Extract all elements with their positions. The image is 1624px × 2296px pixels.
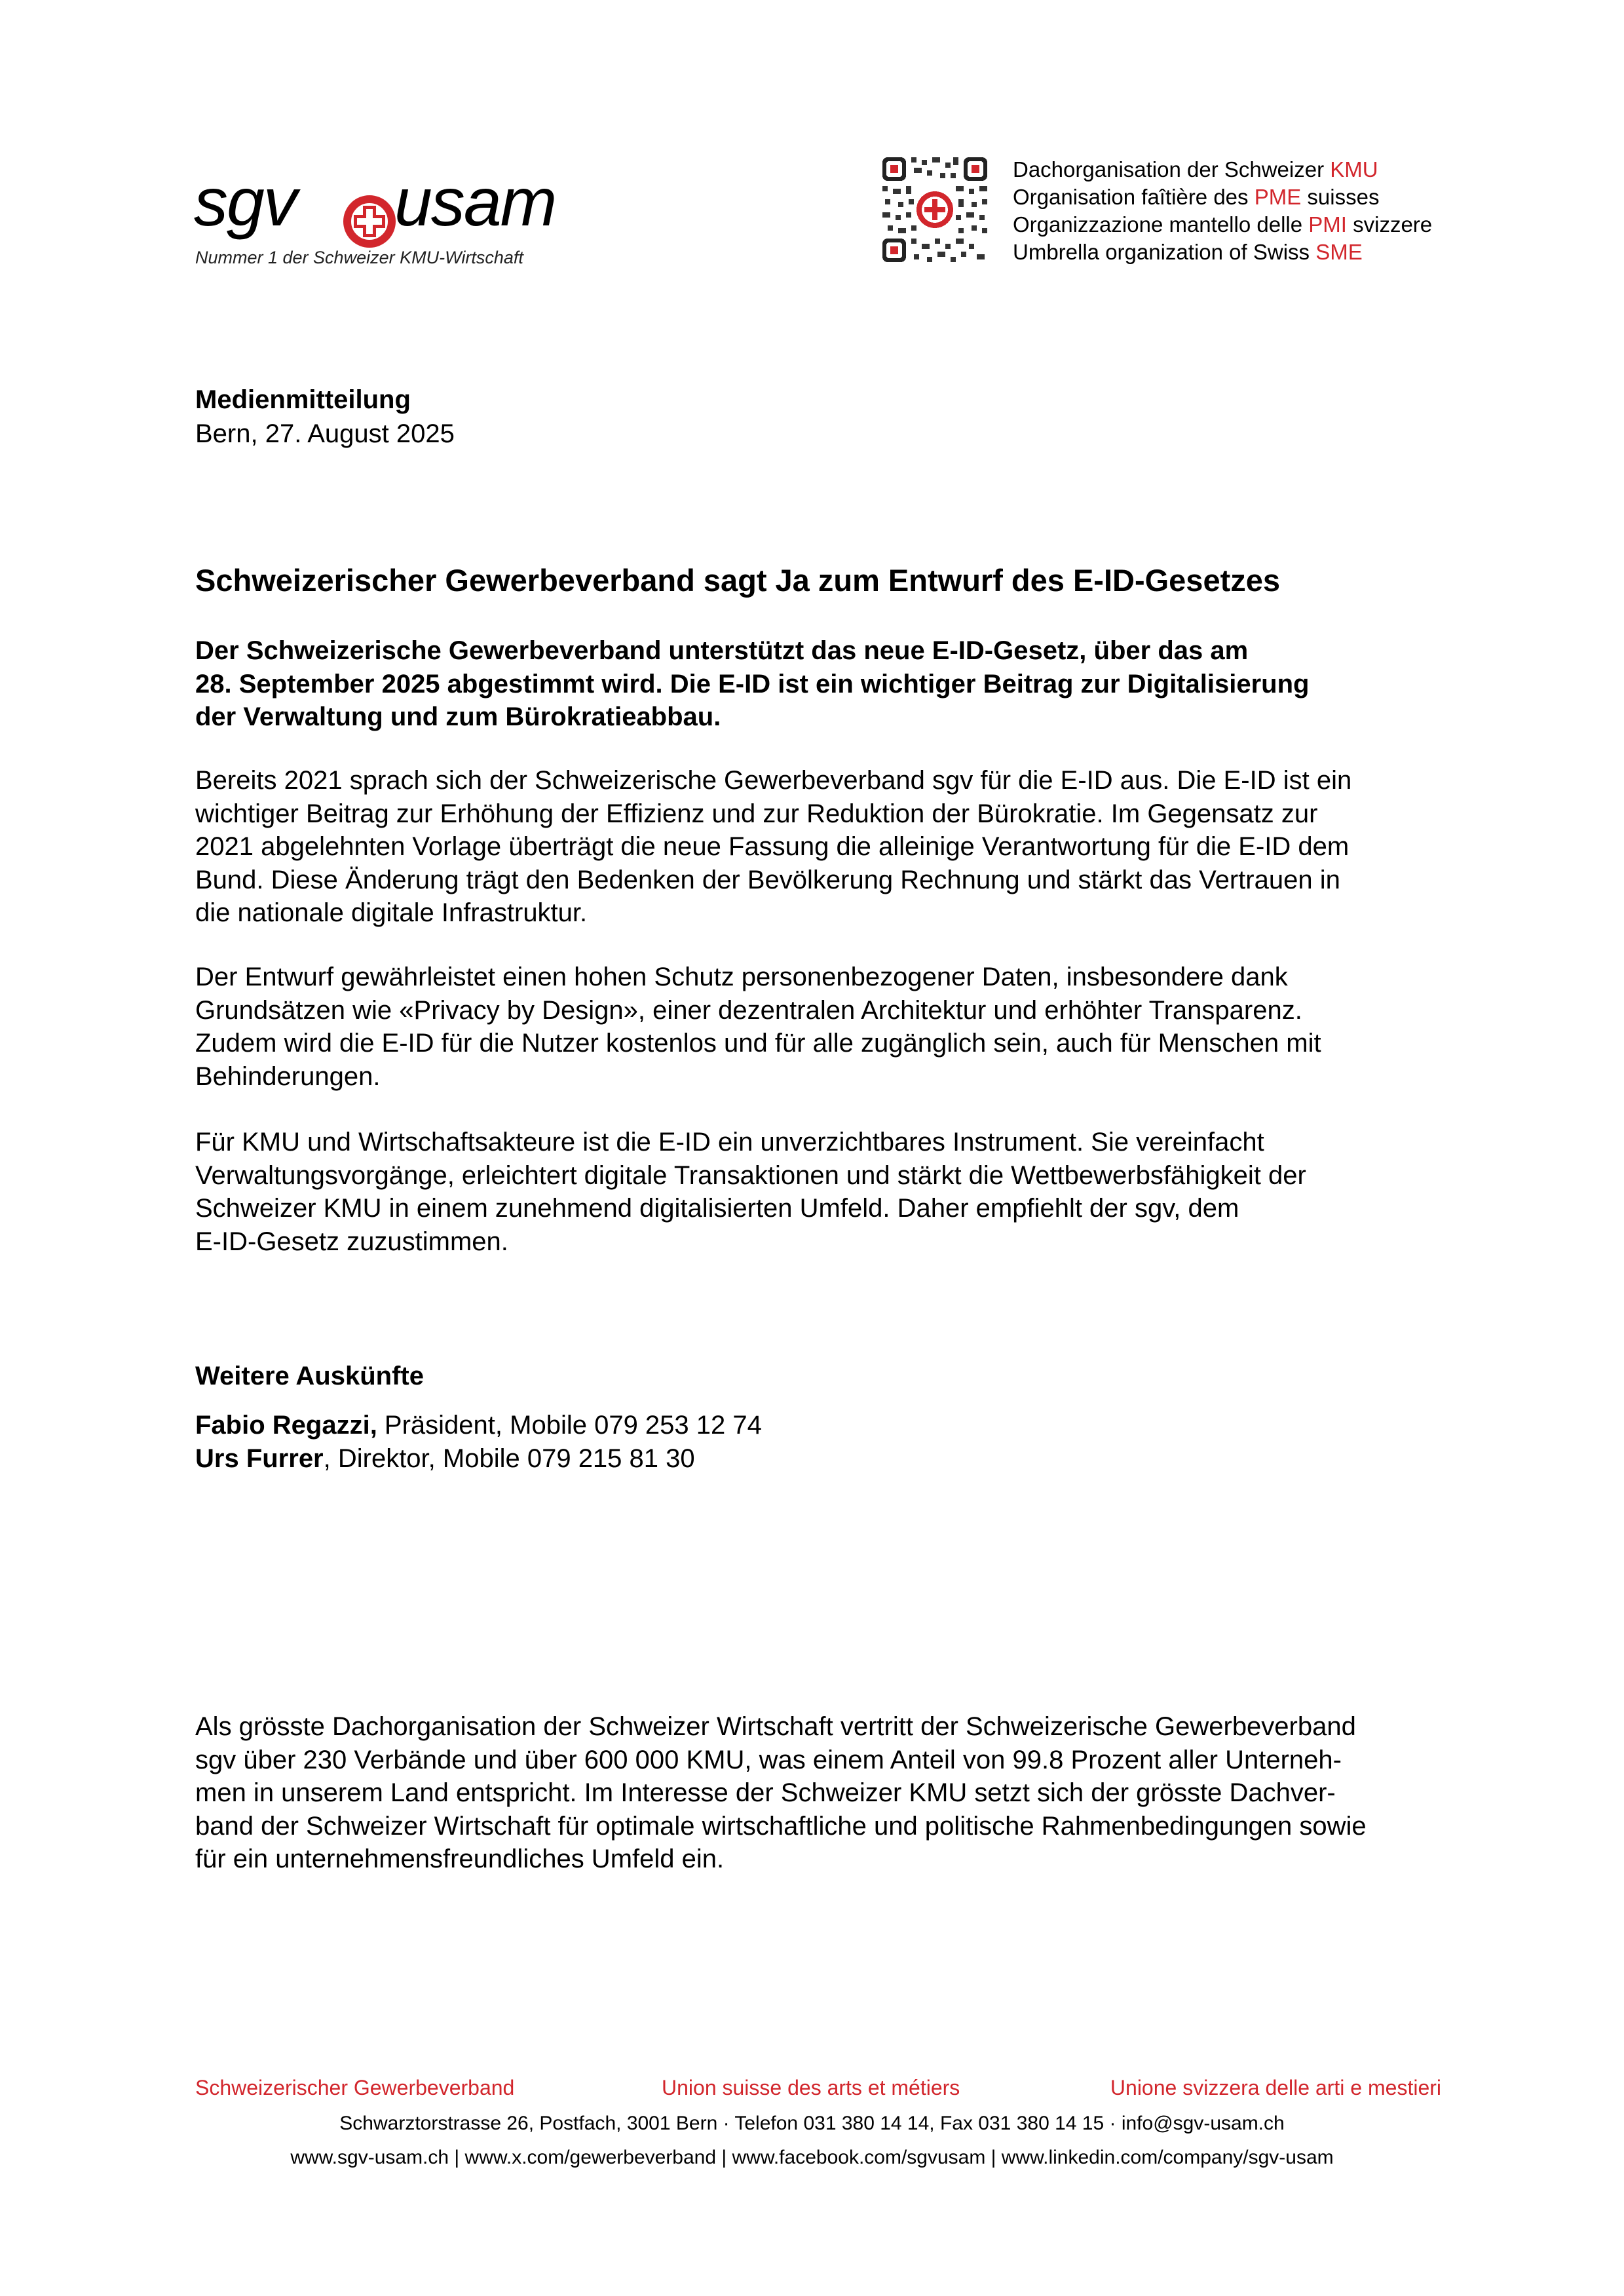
body-paragraph-3: Für KMU und Wirtschaftsakteure ist die E-ID ein unverzichtbares Instrument. Sie vereinfacht Verwaltungsvorgänge, erleichtert digitale Transaktionen und stärkt die Wettbewerbsfähigkeit der Schweizer KMU in einem zunehmend digitalisierten Umfeld. Daher empfiehlt der sgv, dem E-ID-Gesetz zuzustimmen. bbox=[195, 1128, 1306, 1256]
footer-name-de: Schweizerischer Gewerbeverband bbox=[195, 2076, 515, 2099]
page-title: Schweizerischer Gewerbeverband sagt Ja zum Entwurf des E-ID-Gesetzes bbox=[195, 563, 1281, 598]
document-meta bbox=[195, 383, 455, 451]
contact-person: Fabio Regazzi, Präsident, Mobile 079 253 12 74 bbox=[195, 1411, 762, 1440]
organization-lines bbox=[1013, 156, 1432, 266]
qr-code-icon bbox=[882, 157, 987, 262]
footer-address: Schwarztorstrasse 26, Postfach, 3001 Bern · Telefon 031 380 14 14, Fax 031 380 14 15 · info@sgv-usam.ch bbox=[339, 2113, 1285, 2134]
contact-person: Urs Furrer, Direktor, Mobile 079 215 81 30 bbox=[195, 1444, 695, 1473]
lead-paragraph: Der Schweizerische Gewerbeverband unterstützt das neue E-ID-Gesetz, über das am 28. September 2025 abgestimmt wird. Die E-ID ist ein wichtiger Beitrag zur Digitalisierung der Verwaltung und zum Bürokratieabbau. bbox=[195, 636, 1310, 731]
body-paragraph-2: Der Entwurf gewährleistet einen hohen Schutz personenbezogener Daten, insbesondere dank Grundsätzen wie «Privacy by Design», einer dezentralen Architektur und erhöhter Transparenz. Zudem wird die E-ID für die Nutzer kostenlos und für alle zugänglich sein, auch für Menschen mit Behinderungen. bbox=[195, 963, 1321, 1091]
place-date: Bern, 27. August 2025 bbox=[195, 419, 455, 448]
logo-text-left: sgv bbox=[194, 172, 296, 240]
org-line-de: Dachorganisation der Schweizer KMU bbox=[1013, 157, 1378, 182]
logo-tagline: Nummer 1 der Schweizer KMU-Wirtschaft bbox=[195, 248, 523, 267]
footer-name-it: Unione svizzera delle arti e mestieri bbox=[1110, 2076, 1441, 2099]
document-kind: Medienmitteilung bbox=[195, 385, 411, 414]
org-line-fr: Organisation faîtière des PME suisses bbox=[1013, 185, 1380, 209]
footer-links[interactable]: www.sgv-usam.ch | www.x.com/gewerbeverband | www.facebook.com/sgvusam | www.linkedin.com/company/sgv-usam bbox=[290, 2147, 1334, 2168]
org-line-it: Organizzazione mantello delle PMI svizzere bbox=[1013, 212, 1433, 237]
contacts-heading: Weitere Auskünfte bbox=[195, 1362, 424, 1390]
org-line-en: Umbrella organization of Swiss SME bbox=[1013, 240, 1363, 264]
logo-swiss-cross-icon bbox=[347, 199, 392, 244]
footer-name-fr: Union suisse des arts et métiers bbox=[662, 2076, 960, 2099]
logo-text-right: usam bbox=[394, 172, 556, 240]
about-paragraph: Als grösste Dachorganisation der Schweizer Wirtschaft vertritt der Schweizerische Gewerbeverband sgv über 230 Verbände und über 600 000 KMU, was einem Anteil von 99.8 Prozent aller Unterneh- men in unserem Land entspricht. Im Interesse der Schweizer KMU setzt sich der grösste Dachver- band der Schweizer Wirtschaft für optimale wirtschaftliche und politische Rahmenbedingungen sowie für ein unternehmensfreundliches Umfeld ein. bbox=[195, 1712, 1367, 1873]
body-paragraph-1: Bereits 2021 sprach sich der Schweizerische Gewerbeverband sgv für die E-ID aus. Die E-ID ist ein wichtiger Beitrag zur Erhöhung der Effizienz und zur Reduktion der Bürokratie. Im Gegensatz zur 2021 abgelehnten Vorlage überträgt die neue Fassung die alleinige Verantwortung für die E-ID dem Bund. Diese Änderung trägt den Bedenken der Bevölkerung Rechnung und stärkt das Vertrauen in die nationale digitale Infrastruktur. bbox=[195, 766, 1352, 927]
sgv-usam-logo bbox=[194, 172, 561, 250]
contacts-list bbox=[195, 1409, 762, 1475]
